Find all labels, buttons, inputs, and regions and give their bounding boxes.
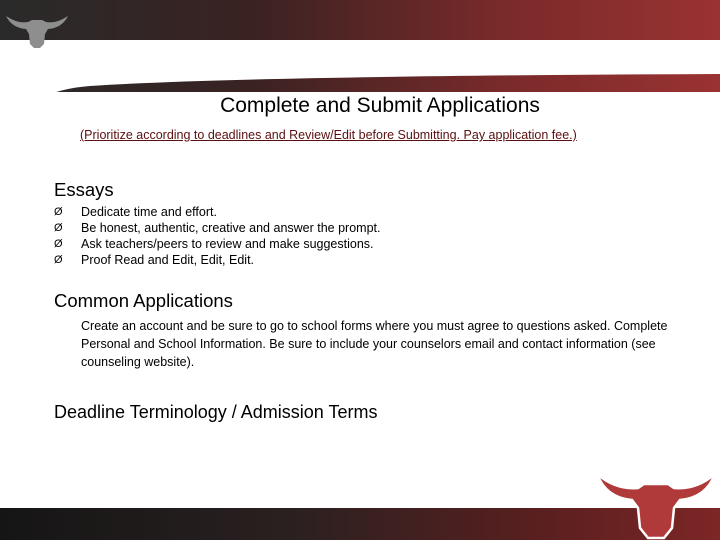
essays-heading: Essays: [54, 179, 114, 200]
slide-subtitle: (Prioritize according to deadlines and Review/Edit before Submitting. Pay application fee.): [80, 128, 577, 142]
list-item-text: Be honest, authentic, creative and answer the prompt.: [81, 221, 381, 235]
arrow-bullet-icon: Ø: [54, 206, 63, 218]
slide-title: Complete and Submit Applications: [220, 94, 540, 117]
list-item-text: Dedicate time and effort.: [81, 205, 217, 219]
common-app-body: Create an account and be sure to go to school forms where you must agree to questions asked. Complete Personal and School Information. Be sure to include your counselors email and contact information (see counseling website).: [81, 319, 668, 369]
deadline-terms-heading: Deadline Terminology / Admission Terms: [54, 402, 378, 422]
list-item-text: Proof Read and Edit, Edit, Edit.: [81, 253, 255, 267]
list-item: [54, 252, 380, 268]
list-item: [54, 204, 380, 220]
longhorn-icon: [4, 10, 70, 50]
essays-list: [54, 204, 380, 268]
arrow-bullet-icon: Ø: [54, 222, 63, 234]
longhorn-icon: [594, 468, 718, 540]
list-item: [54, 220, 380, 236]
common-app-heading: Common Applications: [54, 290, 233, 311]
arrow-bullet-icon: Ø: [54, 238, 63, 250]
arrow-bullet-icon: Ø: [54, 254, 63, 266]
list-item-text: Ask teachers/peers to review and make suggestions.: [81, 237, 374, 251]
list-item: [54, 236, 380, 252]
